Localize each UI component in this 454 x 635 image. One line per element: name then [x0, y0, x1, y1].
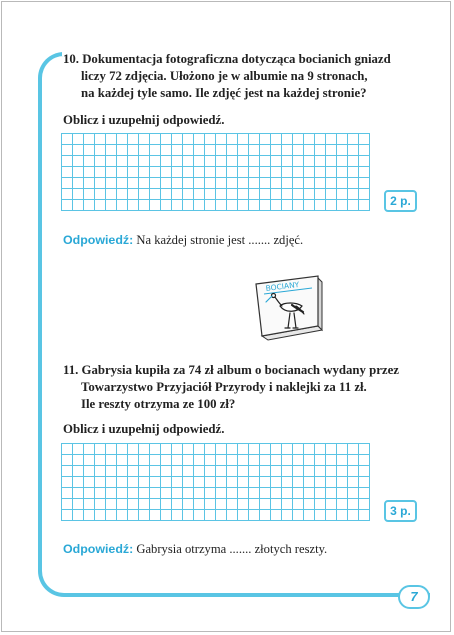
task-10-question	[63, 51, 391, 102]
task-11-line-2: Towarzystwo Przyjaciół Przyrody i naklejki za 11 zł.	[81, 380, 367, 394]
task-11-line-3: Ile reszty otrzyma ze 100 zł?	[81, 397, 236, 411]
task-11-calculation-grid[interactable]	[61, 443, 370, 521]
task-11-answer-text: Gabrysia otrzyma ....... złotych reszty.	[133, 542, 328, 556]
task-10-line-2: liczy 72 zdjęcia. Ułożono je w albumie na 9 stronach,	[81, 69, 368, 83]
album-title: BOCIANY	[265, 279, 300, 293]
task-10-calculation-grid[interactable]	[61, 133, 370, 211]
task-11-answer	[63, 542, 327, 557]
task-11-points-badge: 3 p.	[384, 500, 417, 522]
task-10-line-1: 10. Dokumentacja fotograficzna dotycząca bocianich gniazd	[63, 52, 391, 66]
task-10-answer	[63, 233, 303, 248]
task-10-line-3: na każdej tyle samo. Ile zdjęć jest na każdej stronie?	[81, 86, 367, 100]
task-10-points-badge: 2 p.	[384, 190, 417, 212]
task-11-line-1: 11. Gabrysia kupiła za 74 zł album o bocianach wydany przez	[63, 363, 399, 377]
task-11-question	[63, 362, 399, 413]
task-10-answer-label: Odpowiedź:	[63, 233, 134, 247]
page-number: 7	[398, 585, 430, 609]
task-11-answer-label: Odpowiedź:	[63, 542, 134, 556]
task-10-instruction: Oblicz i uzupełnij odpowiedź.	[63, 113, 225, 127]
stork-album-illustration	[252, 272, 324, 344]
task-11-instruction: Oblicz i uzupełnij odpowiedź.	[63, 422, 225, 436]
task-10-answer-text: Na każdej stronie jest ....... zdjęć.	[133, 233, 304, 247]
